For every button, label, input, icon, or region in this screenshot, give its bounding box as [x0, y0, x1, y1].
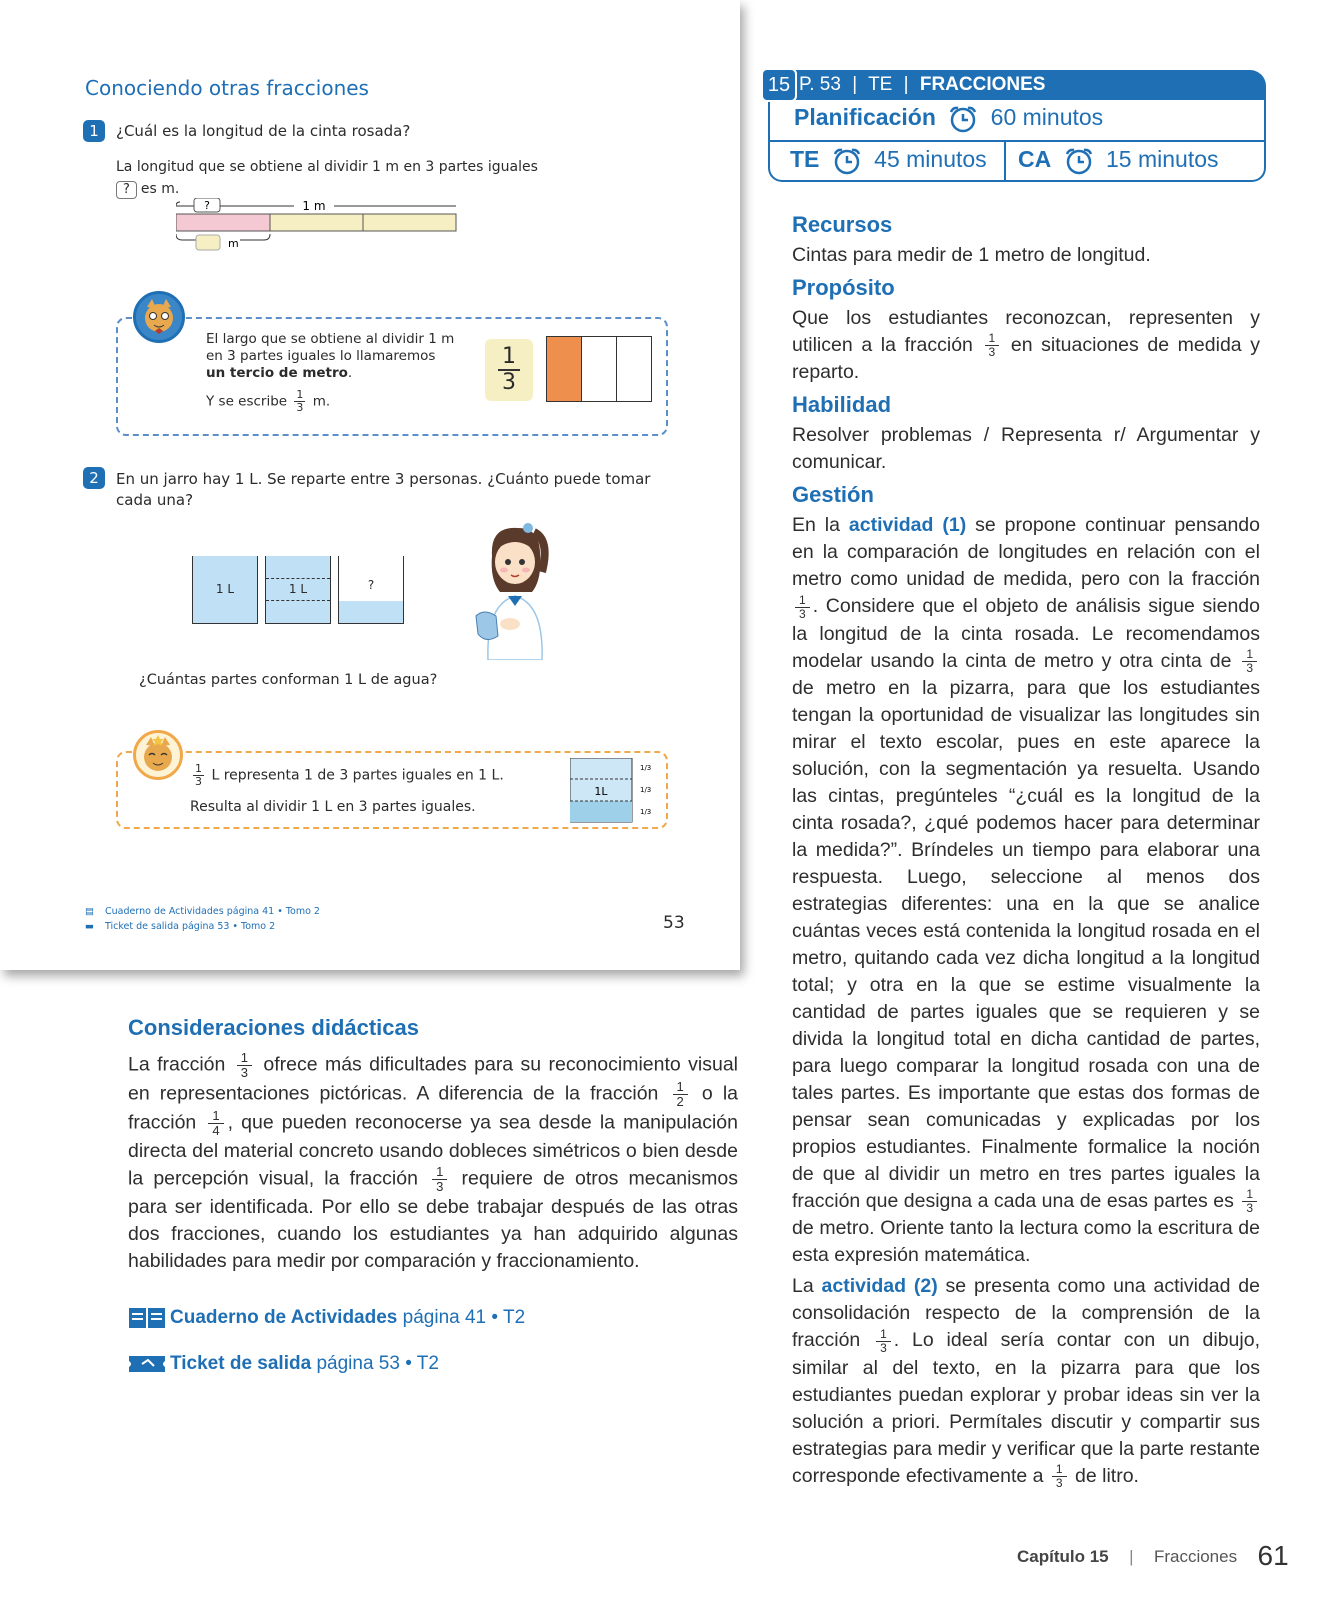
tip-line: L representa 1 de 3 partes iguales en 1 L. — [211, 767, 504, 784]
alarm-clock-icon — [832, 147, 862, 175]
student-footer-notes: ▤ Cuaderno de Actividades página 41 • Tomo 2 ▬ Ticket de salida página 53 • Tomo 2 — [85, 906, 320, 932]
jar-full: 1 L — [265, 556, 331, 624]
answer-box: ? — [116, 181, 137, 199]
question-text: En un jarro hay 1 L. Se reparte entre 3 personas. ¿Cuánto puede tomar cada una? — [116, 470, 651, 509]
planning-total: Planificación 60 minutos — [794, 104, 1103, 133]
alarm-clock-icon — [1064, 147, 1094, 175]
exit-ticket-reference[interactable]: Ticket de salida página 53 • T2 — [128, 1352, 439, 1376]
section-title: Habilidad — [792, 392, 892, 418]
question-number: 1 — [83, 120, 105, 142]
section-paragraph: Que los estudiantes reconozcan, representen y utilicen a la fracción $\frac{1}{3}$ en situaciones de medida y reparto. — [792, 307, 1261, 384]
empty-third — [617, 337, 651, 401]
liter-diagram — [570, 758, 660, 824]
section-paragraph: Cintas para medir de 1 metro de longitud. — [792, 244, 1151, 266]
alarm-clock-icon — [948, 105, 978, 133]
workbook-reference[interactable]: Cuaderno de Actividades página 41 • T2 — [128, 1306, 525, 1330]
question-text: ¿Cuál es la longitud de la cinta rosada? — [116, 122, 411, 140]
fraction: $\frac{1}{3}$ — [1242, 1188, 1257, 1215]
fraction-one-third: $\frac{1}{3}$ — [195, 762, 202, 788]
answer-box — [196, 235, 220, 250]
tip-box: El largo que se obtiene al dividir 1 m en 3 partes iguales lo llamaremos un tercio de metro. Y se escribe $\frac{1}{3}$ m. $\frac{1}{3}$ — [116, 317, 668, 436]
ticket-icon: ▬ — [85, 921, 94, 932]
fraction: $\frac{1}{3}$ — [432, 1165, 447, 1194]
girl-illustration — [470, 520, 560, 660]
page-footer: Capítulo 15 | Fracciones 61 — [1017, 1540, 1289, 1571]
jar-full: 1 L — [192, 556, 258, 624]
fraction-card: $\frac{1}{3}$ — [485, 339, 533, 401]
fraction: $\frac{1}{2}$ — [673, 1080, 688, 1109]
tip-line: en 3 partes iguales lo llamaremos — [206, 348, 436, 364]
section-title: Recursos — [792, 212, 893, 237]
fraction: $\frac{1}{3}$ — [1242, 648, 1257, 675]
tape-diagram — [176, 198, 461, 258]
liter-label: 1L — [594, 785, 608, 798]
section-paragraph: Resolver problemas / Representa r/ Argumentar y comunicar. — [792, 424, 1260, 474]
student-page — [0, 0, 740, 970]
topic-label: Fracciones — [1153, 1547, 1238, 1566]
book-icon — [128, 1306, 166, 1330]
jar-partial: ? — [338, 556, 404, 624]
tape-unit: m — [228, 237, 239, 250]
section-paragraph: En la actividad (1) se propone continuar pensando en la comparación de longitudes en relación con el metro como unidad de medida, pero con la fracción $\frac{1}{3}$ . Considere que el objeto de análisis sigue siendo la longitud de la cinta rosada. Le recomendamos modelar usando la cinta de metro y otra cinta de $\frac{1}{3}$ de metro en la pizarra, para que los estudiantes tengan la oportunidad de visualizar las longitudes sin mirar el texto escolar, pues en este aparece la solución, con la segmentación ya resuelta. Usando las cintas, pregúnteles “¿cuál es la longitud de la cinta rosada?, ¿qué podemos hacer para determinar la medida?”. Bríndeles un tiempo para elaborar una respuesta. Luego, seleccione al menos dos estrategias diferentes: una en la que se analice cuántas veces está contenida la longitud rosada en el metro, quitando cada vez dicha longitud a la longitud total; y otra en la que se estime visualmente la cantidad de partes iguales que se requieren y se divida la longitud total en dicha cantidad de partes, para luego comparar la longitud rosada con una de tales partes. Es importante que estas dos formas de pensar sean comunicadas y explicadas por los propios estudiantes. Finalmente formalice la noción de que al dividir un metro en tres partes iguales la fracción que designa a cada una de esas partes es $\frac{1}{3}$ de metro. Oriente tanto la lectura como la escritura de esta expresión matemática. — [792, 514, 1260, 1267]
section-title: Propósito — [792, 275, 895, 300]
ticket-icon — [128, 1352, 166, 1376]
shaded-third — [547, 337, 582, 401]
fraction: $\frac{1}{3}$ — [795, 594, 810, 621]
third-label: 1/3 — [640, 808, 652, 816]
question-prompt: ¿Cuántas partes conforman 1 L de agua? — [139, 672, 438, 688]
pink-tape — [176, 214, 270, 231]
fraction-writing: Y se escribe $\frac{1}{3}$ m. — [206, 388, 331, 414]
tape-top-box: ? — [204, 199, 210, 212]
fraction: $\frac{1}{3}$ — [237, 1051, 252, 1080]
tape-label: 1 m — [302, 199, 326, 213]
thirds-bar — [546, 336, 652, 402]
section-paragraph: La fracción $\frac{1}{3}$ ofrece más dificultades para su reconocimiento visual en representaciones pictóricas. A diferencia de la fracción $\frac{1}{2}$ o la fracción $\frac{1}{4}$ , que pueden reconocerse ya sea desde la manipulación directa del material concreto usando dobleces simétricos o bien desde la percepción visual, la fracción $\frac{1}{3}$ requiere de otros mecanismos para ser identificada. Por ello se debe trabajar después de las otras dos fracciones, cuando los estudiantes ya han adquirido algunas habilidades para medir por comparación y fraccionamiento. — [128, 1050, 739, 1272]
third-label: 1/3 — [640, 786, 652, 794]
fraction: $\frac{1}{3}$ — [985, 332, 1000, 359]
third-label: 1/3 — [640, 764, 652, 772]
cat-mascot-icon — [133, 730, 183, 780]
teacher-guide-column — [792, 206, 1260, 1490]
planning-te: TE 45 minutos — [790, 146, 987, 175]
fraction-one-third: $\frac{1}{3}$ — [296, 388, 304, 414]
subtext-line: es m. — [140, 181, 180, 197]
tip-line: El largo que se obtiene al dividir 1 m — [206, 331, 455, 347]
section-title: Gestión — [792, 482, 874, 508]
lesson-title: Conociendo otras fracciones — [85, 76, 369, 100]
cat-mascot-icon — [133, 291, 185, 343]
question-1-subtext — [116, 156, 596, 200]
student-page-number: 53 — [663, 913, 685, 933]
fraction: $\frac{1}{3}$ — [876, 1328, 891, 1355]
page-number: 61 — [1257, 1540, 1289, 1571]
section-title: Consideraciones didácticas — [128, 1015, 419, 1040]
tip-box — [116, 751, 668, 829]
planning-ca: CA 15 minutos — [1018, 146, 1219, 175]
question-number: 2 — [83, 467, 105, 489]
chapter-label: Capítulo 15 — [1017, 1547, 1109, 1566]
fraction: $\frac{1}{4}$ — [208, 1109, 223, 1138]
chapter-badge: 15 — [761, 68, 797, 102]
tip-bold: un tercio de metro — [206, 365, 348, 381]
tip-line: Resulta al dividir 1 L en 3 partes iguales. — [190, 799, 476, 815]
section-paragraph: La actividad (2) se presenta como una actividad de consolidación respecto de la comprensión de la fracción $\frac{1}{3}$ . Lo ideal sería contar con un dibujo, similar al del texto, en la pizarra para que los estudiantes puedan explorar y probar ideas sin ver la solución a priori. Permítales discutir y compartir sus estrategias para medir y verificar que la parte restante corresponde efectivamente a $\frac{1}{3}$ de litro. — [792, 1275, 1260, 1491]
planning-header: P. 53 | TE | FRACCIONES — [789, 70, 1266, 100]
empty-third — [582, 337, 617, 401]
book-icon: ▤ — [85, 906, 94, 917]
fraction: $\frac{1}{3}$ — [1052, 1463, 1067, 1490]
subtext-line: La longitud que se obtiene al dividir 1 m en 3 partes iguales — [116, 159, 538, 175]
didactic-considerations — [128, 1015, 738, 1275]
